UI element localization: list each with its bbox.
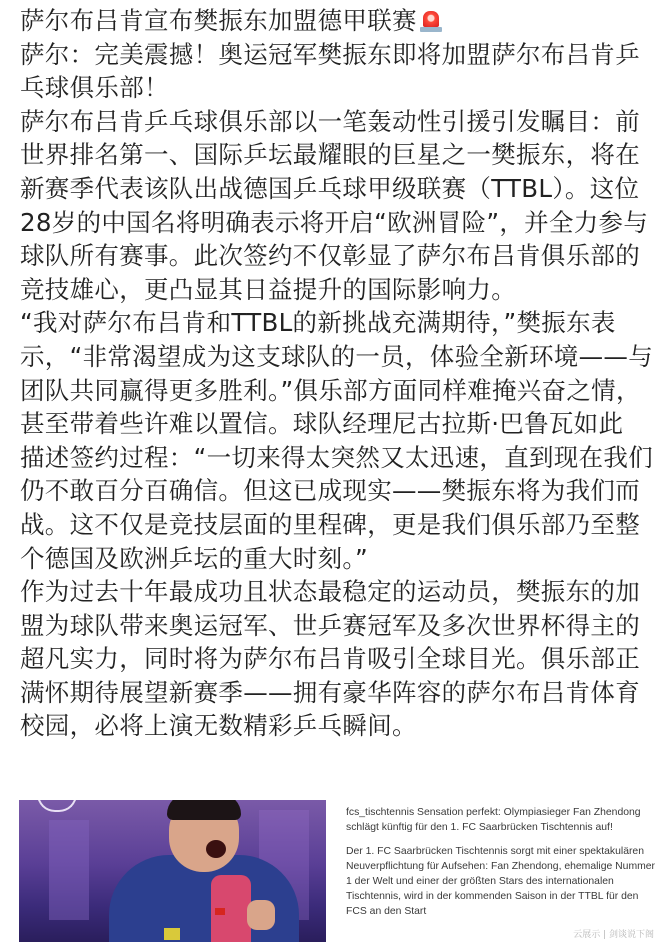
post-line: “我对萨尔布吕肯和TTBL的新挑战充满期待，”樊振东表 [20,308,616,338]
post-line: 竞技雄心，更凸显其日益提升的国际影响力。 [20,274,516,304]
post-line: 个德国及欧洲乒坛的重大时刻。” [20,543,368,573]
post-line: 28岁的中国名将明确表示将开启“欧洲冒险”，并全力参与 [20,207,649,237]
post-line: 世界排名第一、国际乒坛最耀眼的巨星之一樊振东，将在 [20,140,640,170]
post-body [20,4,653,743]
post-line: 作为过去十年最成功且状态最稳定的运动员，樊振东的加 [20,577,640,607]
post-line: 新赛季代表该队出战德国乒乓球甲级联赛（TTBL）。这位 [20,173,640,203]
post-line: 满怀期待展望新赛季——拥有豪华阵容的萨尔布吕肯体育 [20,677,640,707]
image-caption [346,805,656,928]
post-line: 战。这不仅是竞技层面的里程碑，更是我们俱乐部乃至整 [20,509,640,539]
post-title: 萨尔布吕肯宣布樊振东加盟德甲联赛 [20,6,417,35]
caption-body: Der 1. FC Saarbrücken Tischtennis sorgt mit einer spektakulären Neuverpflichtung für Aufsehen: Fan Zhendong, ehemalige Nummer 1 der Welt und einer der größten Stars des internationalen Tischtennis, wird in der kommenden Saison in der TTBL für den FCS an den Start [346,846,656,917]
post-line: 描述签约过程：“一切来得太突然又太迅速，直到现在我们 [20,442,653,472]
post-line: 球队所有赛事。此次签约不仅彰显了萨尔布吕肯俱乐部的 [20,241,640,271]
embedded-image-card[interactable] [19,800,660,942]
post-line: 校园，必将上演无数精彩乒乓瞬间。 [20,711,417,741]
post-line: 团队共同赢得更多胜利。”俱乐部方面同样难掩兴奋之情， [20,375,641,405]
post-line: 盟为球队带来奥运冠军、世乒赛冠军及多次世界杯得主的 [20,610,640,640]
post-line: 超凡实力，同时将为萨尔布吕肯吸引全球目光。俱乐部正 [20,644,640,674]
player-photo[interactable] [19,800,326,942]
post-title-line [20,4,650,38]
post-line: 萨尔：完美震撼！奥运冠军樊振东即将加盟萨尔布吕肯乒 [20,39,640,69]
caption-heading: fcs_tischtennis Sensation perfekt: Olympiasieger Fan Zhendong schlägt künftig für den 1. FC Saarbrücken Tischtennis auf! [346,807,641,833]
post-line: 萨尔布吕肯乒乓球俱乐部以一笔轰动性引援引发瞩目：前 [20,106,640,136]
police-siren-icon [420,9,442,33]
post-line: 仍不敢百分百确信。但这已成现实——樊振东将为我们而 [20,476,640,506]
china-flag-icon [215,908,225,915]
post-line: 甚至带着些许难以置信。球队经理尼古拉斯·巴鲁瓦如此 [20,409,624,439]
club-logo-icon [37,800,77,812]
watermark: 云展示 | 剑谈说下阁 [573,930,654,940]
post-line: 乓球俱乐部！ [20,73,169,103]
post-line: 示，“非常渴望成为这支球队的一员，体验全新环境——与 [20,341,653,371]
